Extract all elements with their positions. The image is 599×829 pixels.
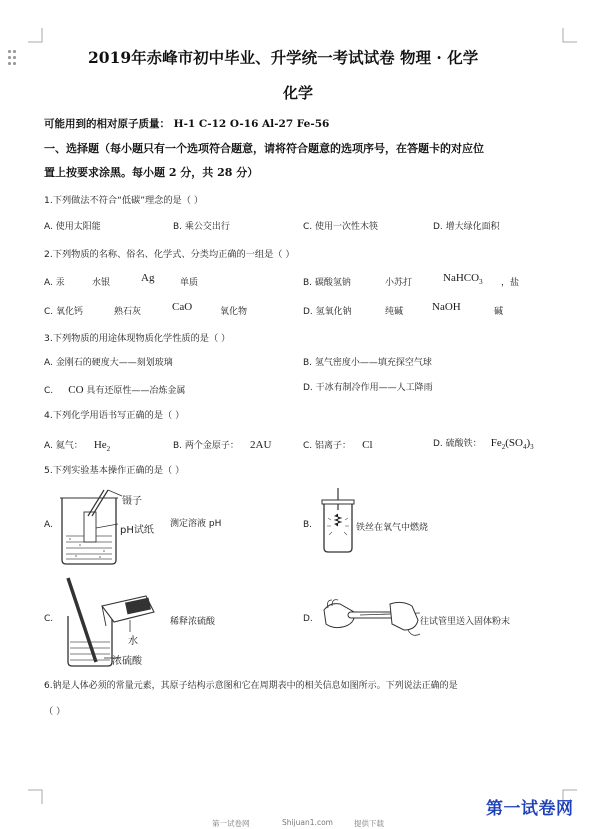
- question-4-option-c[interactable]: [303, 433, 373, 452]
- question-5-option-c-label[interactable]: C.: [44, 614, 54, 624]
- formula-sub: 2: [106, 445, 111, 454]
- formula-main: NaHCO: [443, 272, 480, 284]
- option-c-caption: 稀释浓硫酸: [170, 617, 216, 627]
- option-c-text: C. 铝离子：: [303, 441, 352, 451]
- option-b-name: B. 碳酸氢钠: [303, 278, 351, 288]
- question-3-option-d[interactable]: D. 干冰有制冷作用——人工降雨: [303, 383, 433, 393]
- question-5-option-d-label[interactable]: D.: [303, 614, 313, 624]
- option-a-text: A. 氦气：: [44, 441, 83, 451]
- option-d-formula: NaOH: [432, 301, 461, 313]
- option-d-caption: 往试管里送入固体粉末: [420, 617, 511, 627]
- footer-text-center[interactable]: Shijuan1.com: [282, 818, 333, 827]
- atomic-masses: 可能用到的相对原子质量： H-1 C-12 O-16 Al-27 Fe-56: [44, 118, 330, 130]
- question-5-option-a-label[interactable]: A.: [44, 520, 53, 530]
- option-c-formula: CaO: [172, 301, 193, 313]
- question-3-option-c[interactable]: [44, 378, 185, 397]
- iron-wire-burning-illustration: [318, 488, 358, 554]
- question-1-option-a[interactable]: A. 使用太阳能: [44, 222, 101, 232]
- section-heading-line2: 置上按要求涂黑。每小题 2 分，共 28 分）: [44, 166, 259, 179]
- corner-mark-top-right: [563, 28, 577, 42]
- option-a-caption: 测定溶液 pH: [170, 519, 222, 529]
- option-c-formula: Cl: [362, 439, 373, 451]
- question-4-stem: 4.下列化学用语书写正确的是（ ）: [44, 410, 185, 421]
- powder-into-tube-illustration: [320, 594, 424, 642]
- question-4-option-a[interactable]: [44, 433, 110, 453]
- concentrated-acid-label: 浓硫酸: [112, 656, 142, 667]
- corner-mark-bottom-left: [28, 790, 42, 804]
- formula-sub: 4: [522, 443, 527, 452]
- question-2-stem: 2.下列物质的名称、俗名、化学式、分类均正确的一组是（ ）: [44, 249, 295, 260]
- option-c-text: 具有还原性——冶炼金属: [83, 386, 186, 396]
- option-b-text: B. 两个金原子：: [173, 441, 239, 451]
- drag-handle-icon[interactable]: [8, 50, 18, 68]
- formula-part: (SO: [505, 437, 523, 449]
- option-c-formula: CO: [68, 384, 84, 396]
- section-heading-line1: 一、选择题（每小题只有一个选项符合题意，请将符合题意的选项序号，在答题卡的对应位: [44, 142, 484, 155]
- formula-main: He: [93, 439, 107, 451]
- option-d-name: D. 氢氧化钠: [303, 307, 352, 317]
- option-b-class: ，盐: [501, 278, 520, 288]
- option-a-common-name: 水银: [92, 278, 111, 288]
- question-5-stem: 5.下列实验基本操作正确的是（ ）: [44, 465, 185, 476]
- option-a-formula: Ag: [141, 272, 155, 284]
- footer-text-right: 提供下载: [354, 819, 384, 828]
- question-1-option-b[interactable]: B. 乘公交出行: [173, 222, 230, 232]
- tweezers-label: 镊子: [122, 496, 142, 507]
- question-3-option-a[interactable]: A. 金刚石的硬度大——刻划玻璃: [44, 358, 173, 368]
- option-b-caption: 铁丝在氧气中燃烧: [356, 523, 429, 533]
- option-b-formula: [443, 272, 483, 286]
- formula-part: ): [526, 437, 531, 449]
- option-c-name: C. 氧化钙: [44, 307, 84, 317]
- option-d-formula: [490, 437, 534, 452]
- question-3-option-b[interactable]: B. 氢气密度小——填充探空气球: [303, 358, 432, 368]
- formula-sub: 3: [479, 278, 483, 287]
- formula-sub: 2: [501, 443, 506, 452]
- option-a-name: A. 汞: [44, 278, 65, 288]
- option-d-common-name: 纯碱: [385, 307, 404, 317]
- exam-title: 2019年赤峰市初中毕业、升学统一考试试卷 物理 · 化学: [88, 48, 479, 67]
- option-d-text: D. 硫酸铁：: [433, 439, 482, 449]
- corner-mark-top-left: [28, 28, 42, 42]
- ph-paper-label: pH试纸: [120, 525, 154, 536]
- question-3-stem: 3.下列物质的用途体现物质化学性质的是（ ）: [44, 333, 231, 344]
- option-b-common-name: 小苏打: [385, 278, 413, 288]
- option-d-class: 碱: [494, 307, 504, 317]
- formula-sub: 3: [530, 443, 534, 452]
- water-label: 水: [128, 636, 138, 647]
- question-4-option-b[interactable]: [173, 433, 271, 452]
- option-a-class: 单质: [180, 278, 199, 288]
- question-6-stem-continuation: （ ）: [44, 706, 66, 717]
- subject-title: 化学: [283, 84, 314, 102]
- option-c-label: C.: [44, 386, 54, 396]
- footer-text-left: 第一试卷网: [212, 819, 250, 828]
- question-1-option-c[interactable]: C. 使用一次性木筷: [303, 222, 379, 232]
- question-1-stem: 1.下列做法不符合“低碳”理念的是（ ）: [44, 195, 204, 206]
- option-c-common-name: 熟石灰: [114, 307, 142, 317]
- option-c-class: 氧化物: [220, 307, 248, 317]
- option-b-formula: 2AU: [250, 439, 272, 451]
- question-6-stem: 6.钠是人体必须的常量元素，其原子结构示意图和它在周期表中的相关信息如图所示。下列说法正确的是: [44, 681, 458, 691]
- question-4-option-d[interactable]: [433, 431, 534, 451]
- question-1-option-d[interactable]: D. 增大绿化面积: [433, 222, 500, 232]
- option-a-formula: [93, 439, 111, 454]
- question-5-option-b-label[interactable]: B.: [303, 520, 313, 530]
- site-watermark-logo: 第一试卷网: [486, 799, 574, 819]
- formula-part: Fe: [490, 437, 502, 449]
